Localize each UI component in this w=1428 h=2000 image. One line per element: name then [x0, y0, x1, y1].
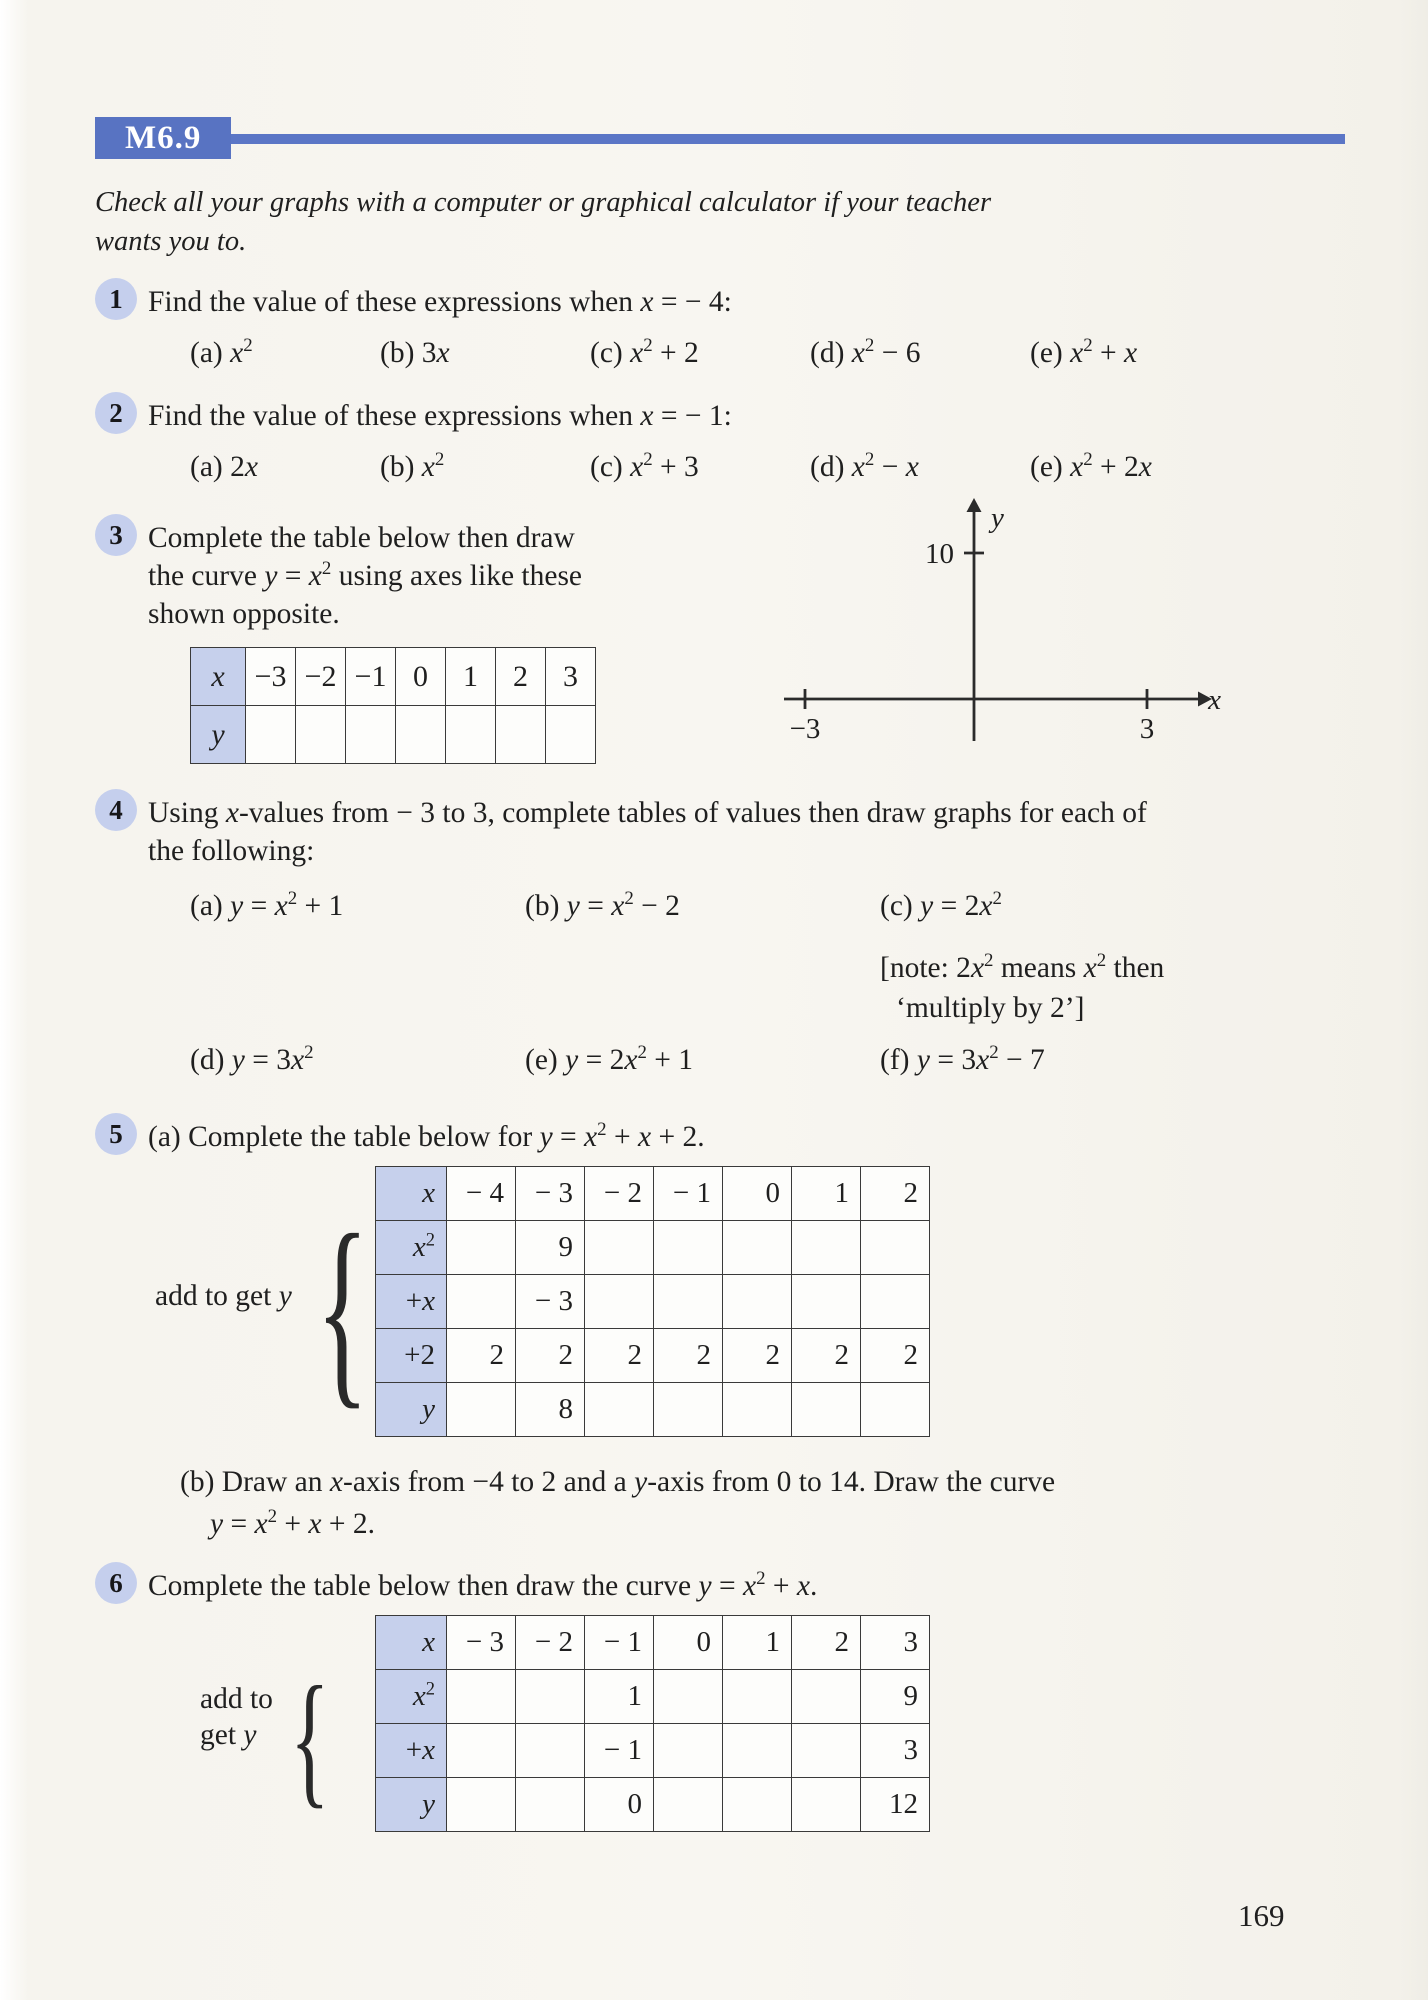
table-cell — [792, 1778, 861, 1832]
question-4-options-row1 — [190, 890, 1355, 936]
table-cell — [516, 1778, 585, 1832]
y-axis-arrow-icon — [967, 498, 982, 512]
table-cell — [296, 706, 346, 764]
table-cell: −2 — [296, 648, 346, 706]
table-cell — [723, 1275, 792, 1329]
table-cell: 2 — [792, 1616, 861, 1670]
x-tick-left-label: −3 — [789, 713, 821, 745]
table-cell — [516, 1724, 585, 1778]
q5-values-table — [375, 1166, 930, 1437]
table-row — [376, 1724, 930, 1778]
table-cell: − 1 — [585, 1616, 654, 1670]
q6-table-block — [148, 1615, 1355, 1832]
table-cell — [446, 706, 496, 764]
section-rule — [231, 134, 1345, 144]
table-cell — [723, 1670, 792, 1724]
option-b: (b) $y = x^2 - 2$ — [525, 888, 680, 922]
table-cell — [792, 1221, 861, 1275]
question-6 — [95, 1567, 1355, 1832]
table-cell: 1 — [585, 1670, 654, 1724]
question-4-badge: 4 — [95, 789, 137, 831]
prompt-line: the curve $y = x^2$ using axes like these — [148, 558, 583, 592]
y-tick-label: 10 — [925, 538, 954, 570]
table-cell: 3 — [546, 648, 596, 706]
row-header-cell: $x^2$ — [376, 1670, 447, 1724]
table-cell — [447, 1670, 516, 1724]
table-cell — [861, 1383, 930, 1437]
question-2-badge: 2 — [95, 392, 137, 434]
table-cell: 2 — [585, 1329, 654, 1383]
table-cell — [546, 706, 596, 764]
table-cell: 2 — [447, 1329, 516, 1383]
table-row — [376, 1221, 930, 1275]
table-cell — [861, 1275, 930, 1329]
table-cell: 3 — [861, 1724, 930, 1778]
note-line: [note: $2x^2$ means $x^2$ then — [880, 950, 1165, 984]
table-cell: 0 — [723, 1167, 792, 1221]
question-2-options — [190, 451, 1355, 497]
table-cell — [585, 1221, 654, 1275]
option-c: (c) $x^2 + 3$ — [590, 449, 699, 483]
table-cell — [792, 1670, 861, 1724]
page-number: 169 — [1238, 1898, 1285, 1933]
table-cell: 2 — [654, 1329, 723, 1383]
table-row — [376, 1167, 930, 1221]
table-cell: 2 — [516, 1329, 585, 1383]
table-cell: 0 — [654, 1616, 723, 1670]
table-cell: 2 — [496, 648, 546, 706]
table-row — [376, 1275, 930, 1329]
option-e: (e) $x^2 + x$ — [1030, 335, 1138, 369]
table-cell — [516, 1670, 585, 1724]
section-tag: M6.9 — [95, 117, 231, 159]
table-cell — [447, 1383, 516, 1437]
table-row — [376, 1778, 930, 1832]
table-cell: 9 — [516, 1221, 585, 1275]
question-4-prompt — [148, 794, 1355, 870]
question-5 — [95, 1118, 1355, 1545]
table-cell: 0 — [396, 648, 446, 706]
label-line: get y — [200, 1719, 257, 1751]
q4-note — [880, 948, 1355, 1028]
row-header-cell: y — [376, 1778, 447, 1832]
table-cell — [654, 1724, 723, 1778]
table-cell: −1 — [346, 648, 396, 706]
table-cell — [246, 706, 296, 764]
row-header-cell: x — [376, 1167, 447, 1221]
label-line: add to — [200, 1683, 273, 1715]
table-row — [376, 1383, 930, 1437]
table-cell: 1 — [792, 1167, 861, 1221]
table-cell — [654, 1275, 723, 1329]
table-cell — [447, 1778, 516, 1832]
question-5-badge: 5 — [95, 1113, 137, 1155]
prompt-line: Complete the table below then draw — [148, 522, 575, 554]
option-d: (d) $x^2 - x$ — [810, 449, 919, 483]
table-cell — [447, 1724, 516, 1778]
table-cell — [723, 1778, 792, 1832]
question-2-prompt: Find the value of these expressions when x = − 1: — [148, 400, 732, 432]
table-cell — [396, 706, 446, 764]
intro-line: wants you to. — [95, 226, 247, 257]
table-cell: − 4 — [447, 1167, 516, 1221]
table-row — [191, 648, 596, 706]
question-3-badge: 3 — [95, 514, 137, 556]
option-d: (d) $y = 3x^2$ — [190, 1042, 314, 1076]
table-cell: 8 — [516, 1383, 585, 1437]
table-cell: 2 — [861, 1167, 930, 1221]
table-cell: 2 — [723, 1329, 792, 1383]
intro-text — [95, 183, 991, 261]
table-cell: − 3 — [447, 1616, 516, 1670]
table-row — [376, 1329, 930, 1383]
table-cell — [346, 706, 396, 764]
row-header-cell: x — [191, 648, 246, 706]
row-header-cell: x — [376, 1616, 447, 1670]
q3-values-table — [190, 647, 596, 764]
q3-axes-figure — [778, 496, 1224, 746]
x-axis-label: x — [1208, 684, 1221, 716]
table-row — [191, 706, 596, 764]
option-e: (e) $x^2 + 2x$ — [1030, 449, 1152, 483]
table-cell: − 1 — [585, 1724, 654, 1778]
table-cell: − 1 — [654, 1167, 723, 1221]
table-cell — [723, 1724, 792, 1778]
table-cell — [585, 1275, 654, 1329]
table-cell — [654, 1221, 723, 1275]
table-cell — [861, 1221, 930, 1275]
add-to-get-y-label: add to get y — [155, 1280, 292, 1312]
table-cell — [654, 1383, 723, 1437]
table-cell — [447, 1221, 516, 1275]
table-cell — [496, 706, 546, 764]
brace-icon: { — [290, 1655, 330, 1821]
table-cell — [792, 1275, 861, 1329]
question-1-badge: 1 — [95, 278, 137, 320]
table-cell: 3 — [861, 1616, 930, 1670]
prompt-line: shown opposite. — [148, 598, 340, 630]
question-5b-prompt — [180, 1461, 1355, 1545]
table-cell — [723, 1383, 792, 1437]
table-cell: − 2 — [585, 1167, 654, 1221]
q5-table-block — [148, 1166, 1355, 1437]
table-cell: −3 — [246, 648, 296, 706]
intro-line: Check all your graphs with a computer or graphical calculator if your teacher — [95, 187, 992, 218]
table-cell — [792, 1383, 861, 1437]
y-axis-label: y — [991, 502, 1004, 534]
row-header-cell: $x^2$ — [376, 1221, 447, 1275]
table-cell: 1 — [723, 1616, 792, 1670]
table-cell — [654, 1778, 723, 1832]
prompt-line: $y = x^2 + x + 2$. — [210, 1506, 376, 1540]
table-cell: 9 — [861, 1670, 930, 1724]
add-to-get-y-label — [200, 1681, 273, 1753]
brace-icon: { — [316, 1192, 369, 1427]
option-b: (b) $x^2$ — [380, 449, 445, 483]
table-cell: − 3 — [516, 1167, 585, 1221]
table-cell: − 3 — [516, 1275, 585, 1329]
prompt-line: Using x-values from − 3 to 3, complete tables of values then draw graphs for each of — [148, 797, 1147, 829]
option-d: (d) $x^2 - 6$ — [810, 335, 921, 369]
row-header-cell: +x — [376, 1724, 447, 1778]
question-1 — [95, 283, 1355, 383]
option-b: (b) 3x — [380, 337, 450, 369]
prompt-line: (b) Draw an x-axis from −4 to 2 and a y-axis from 0 to 14. Draw the curve — [180, 1466, 1056, 1498]
table-cell — [447, 1275, 516, 1329]
question-6-badge: 6 — [95, 1562, 137, 1604]
question-4-options-row2 — [190, 1044, 1355, 1090]
option-c: (c) $y = 2x^2$ — [880, 888, 1002, 922]
table-cell — [585, 1383, 654, 1437]
option-a: (a) 2x — [190, 451, 258, 483]
table-cell: 2 — [792, 1329, 861, 1383]
option-a: (a) $x^2$ — [190, 335, 253, 369]
table-cell: − 2 — [516, 1616, 585, 1670]
row-header-cell: y — [376, 1383, 447, 1437]
question-1-prompt: Find the value of these expressions when x = − 4: — [148, 286, 732, 318]
section-header — [95, 117, 1345, 159]
table-cell: 0 — [585, 1778, 654, 1832]
question-6-prompt: Complete the table below then draw the curve $y = x^2 + x$. — [148, 1568, 818, 1602]
table-row — [376, 1616, 930, 1670]
table-cell: 2 — [861, 1329, 930, 1383]
table-cell — [792, 1724, 861, 1778]
x-tick-right-label: 3 — [1139, 713, 1155, 745]
table-cell: 1 — [446, 648, 496, 706]
table-cell — [654, 1670, 723, 1724]
table-cell: 12 — [861, 1778, 930, 1832]
table-cell — [723, 1221, 792, 1275]
option-a: (a) $y = x^2 + 1$ — [190, 888, 344, 922]
option-f: (f) $y = 3x^2 - 7$ — [880, 1042, 1045, 1076]
question-1-options — [190, 337, 1355, 383]
option-c: (c) $x^2 + 2$ — [590, 335, 699, 369]
row-header-cell: y — [191, 706, 246, 764]
note-line: ‘multiply by 2’] — [896, 992, 1085, 1024]
table-row — [376, 1670, 930, 1724]
prompt-line: the following: — [148, 835, 315, 867]
row-header-cell: +2 — [376, 1329, 447, 1383]
question-5a-prompt: (a) Complete the table below for $y = x^2 + x + 2$. — [148, 1119, 705, 1153]
row-header-cell: +x — [376, 1275, 447, 1329]
option-e: (e) $y = 2x^2 + 1$ — [525, 1042, 694, 1076]
question-4 — [95, 794, 1355, 1090]
question-2 — [95, 397, 1355, 497]
q6-values-table — [375, 1615, 930, 1832]
